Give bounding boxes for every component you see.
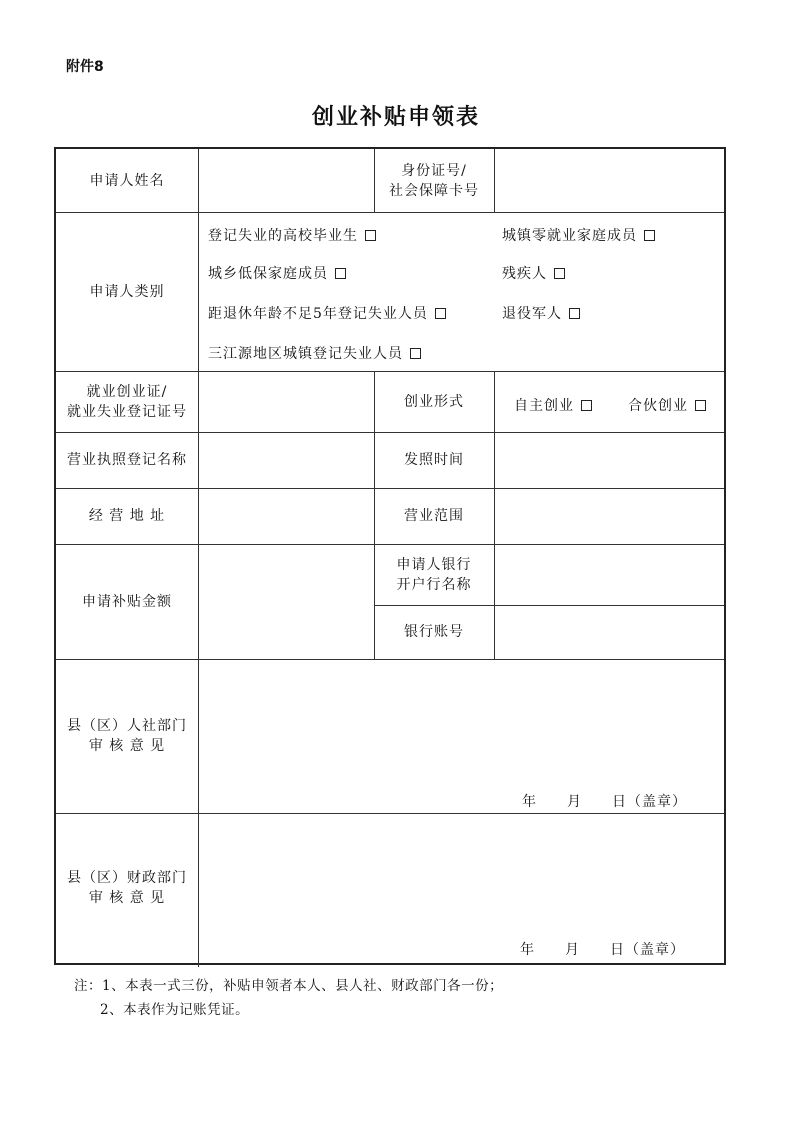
business-scope-label: 营业范围 bbox=[404, 508, 464, 524]
business-form-independent-label: 自主创业 bbox=[514, 398, 574, 414]
id-number-label-line2: 社会保障卡号 bbox=[389, 182, 479, 199]
subsidy-amount-field[interactable] bbox=[199, 544, 374, 659]
employment-cert-label bbox=[56, 371, 198, 432]
category-option-zero-employment-family[interactable] bbox=[502, 225, 655, 245]
category-near-retirement-label: 距退休年龄不足5年登记失业人员 bbox=[208, 306, 428, 322]
hr-dept-label-line1: 县（区）人社部门 bbox=[67, 718, 187, 734]
business-address-label: 经 营 地 址 bbox=[88, 508, 166, 524]
subsidy-amount-label: 申请补贴金额 bbox=[82, 593, 172, 610]
business-form-partnership-label: 合伙创业 bbox=[628, 398, 688, 414]
category-option-graduate[interactable] bbox=[208, 225, 376, 245]
bank-name-label-line2: 开户行名称 bbox=[396, 576, 472, 593]
note-line-1: 注：1、本表一式三份，补贴申领者本人、县人社、财政部门各一份； bbox=[74, 978, 504, 994]
checkbox[interactable] bbox=[569, 308, 580, 319]
category-zero-employment-family-label: 城镇零就业家庭成员 bbox=[502, 228, 637, 244]
finance-dept-label-line2: 审 核 意 见 bbox=[88, 890, 166, 906]
business-form-label: 创业形式 bbox=[404, 393, 464, 410]
attachment-label: 附件8 bbox=[66, 59, 104, 75]
bank-account-label: 银行账号 bbox=[404, 624, 464, 640]
checkbox[interactable] bbox=[581, 400, 592, 411]
category-sanjiangyuan-label: 三江源地区城镇登记失业人员 bbox=[208, 346, 403, 362]
license-name-field[interactable] bbox=[199, 432, 374, 488]
notes bbox=[74, 974, 503, 1022]
applicant-name-field[interactable] bbox=[199, 149, 374, 212]
business-form-option-independent[interactable] bbox=[514, 395, 592, 415]
employment-cert-field[interactable] bbox=[199, 371, 374, 432]
employment-cert-label-line2: 就业失业登记证号 bbox=[67, 403, 187, 420]
bank-name-label-line1: 申请人银行 bbox=[396, 556, 472, 573]
category-graduate-label: 登记失业的高校毕业生 bbox=[208, 228, 358, 244]
hr-dept-signature-date: 年 月 日（盖章） bbox=[522, 794, 687, 810]
checkbox[interactable] bbox=[335, 268, 346, 279]
category-veteran-label: 退役军人 bbox=[502, 306, 562, 322]
checkbox[interactable] bbox=[695, 400, 706, 411]
license-name-label: 营业执照登记名称 bbox=[67, 452, 187, 468]
application-form-table bbox=[54, 147, 726, 965]
id-number-label bbox=[374, 149, 494, 212]
license-date-label: 发照时间 bbox=[404, 452, 464, 468]
business-form-option-partnership[interactable] bbox=[628, 395, 706, 415]
hr-dept-label-line2: 审 核 意 见 bbox=[88, 738, 166, 754]
category-option-near-retirement[interactable] bbox=[208, 303, 446, 323]
applicant-name-label: 申请人姓名 bbox=[89, 172, 165, 189]
business-address-field[interactable] bbox=[199, 488, 374, 544]
checkbox[interactable] bbox=[644, 230, 655, 241]
finance-dept-label-line1: 县（区）财政部门 bbox=[67, 870, 187, 886]
category-option-disabled[interactable] bbox=[502, 263, 565, 283]
checkbox[interactable] bbox=[410, 348, 421, 359]
bank-account-field[interactable] bbox=[495, 605, 724, 659]
category-option-low-income-family[interactable] bbox=[208, 263, 346, 283]
finance-dept-review-label bbox=[56, 813, 198, 963]
checkbox[interactable] bbox=[365, 230, 376, 241]
bank-name-label bbox=[374, 544, 494, 605]
checkbox[interactable] bbox=[554, 268, 565, 279]
category-low-income-family-label: 城乡低保家庭成员 bbox=[208, 266, 328, 282]
hr-dept-review-label bbox=[56, 659, 198, 813]
applicant-category-label: 申请人类别 bbox=[89, 283, 165, 300]
id-number-label-line1: 身份证号/ bbox=[401, 162, 467, 179]
id-number-field[interactable] bbox=[495, 149, 724, 212]
business-scope-field[interactable] bbox=[495, 488, 724, 544]
employment-cert-label-line1: 就业创业证/ bbox=[86, 383, 168, 400]
finance-dept-signature-date: 年 月 日（盖章） bbox=[520, 942, 685, 958]
note-line-2: 2、本表作为记账凭证。 bbox=[100, 1002, 250, 1018]
hr-dept-review-field[interactable] bbox=[199, 659, 724, 813]
category-option-veteran[interactable] bbox=[502, 303, 580, 323]
license-date-field[interactable] bbox=[495, 432, 724, 488]
category-option-sanjiangyuan[interactable] bbox=[208, 343, 421, 363]
bank-name-field[interactable] bbox=[495, 544, 724, 605]
checkbox[interactable] bbox=[435, 308, 446, 319]
form-title: 创业补贴申领表 bbox=[311, 104, 480, 130]
category-disabled-label: 残疾人 bbox=[502, 266, 547, 282]
